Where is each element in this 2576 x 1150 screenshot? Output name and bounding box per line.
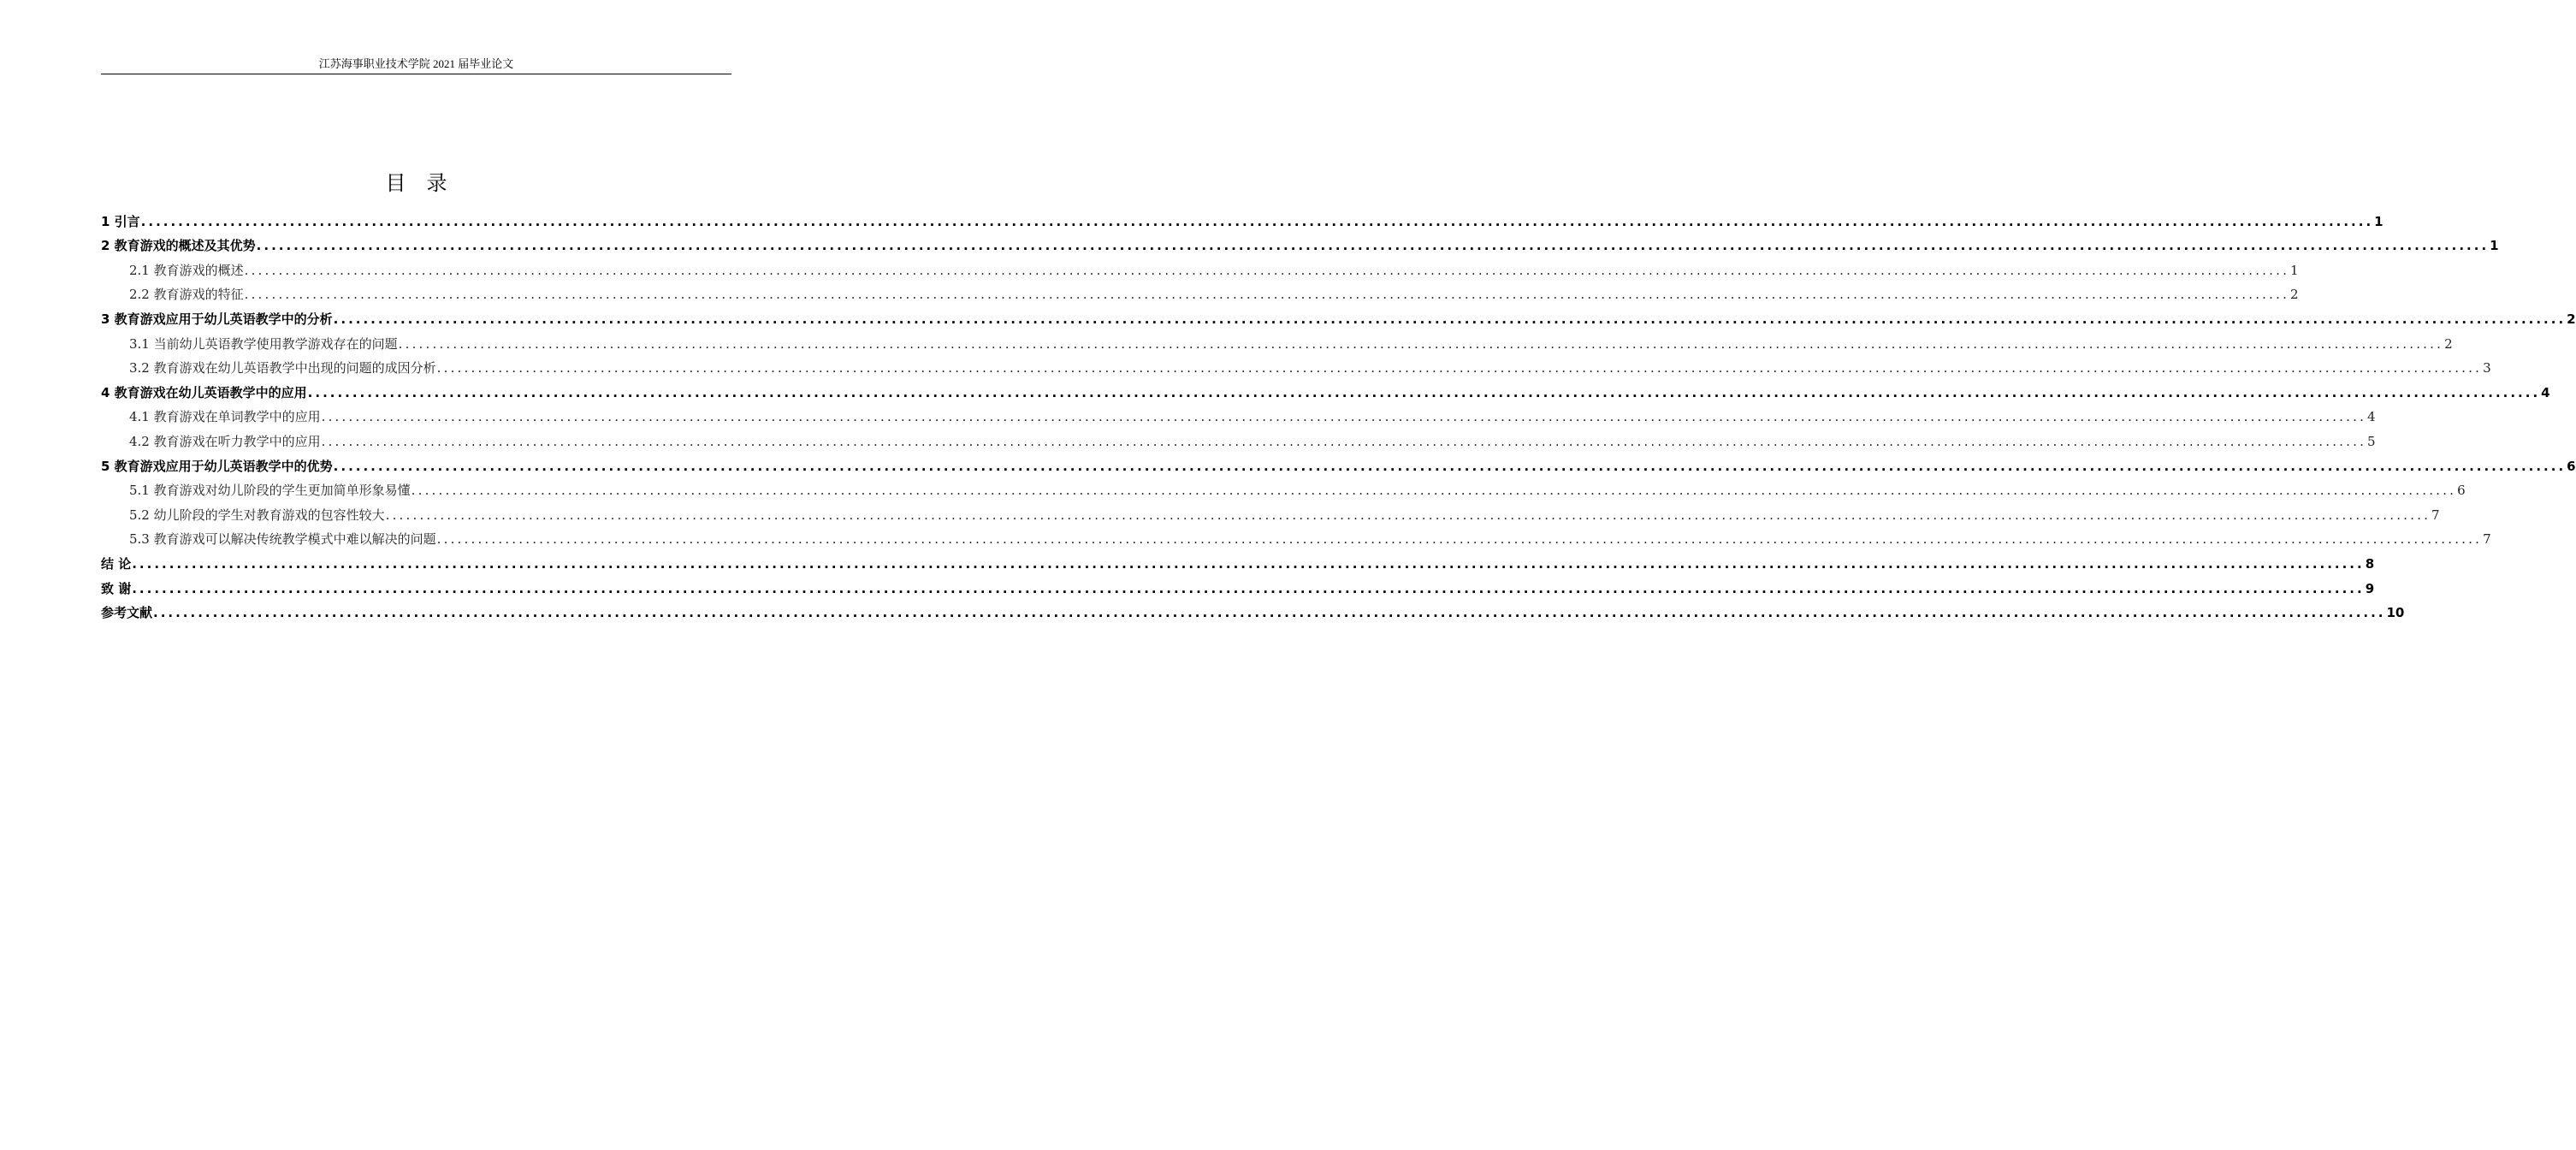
toc-entry[interactable]: [101, 524, 2491, 548]
toc-entry-label: 5.3 教育游戏可以解决传统教学模式中难以解决的问题: [129, 531, 436, 548]
toc-entry-label: 结 论: [101, 555, 132, 572]
toc-entry-label: 5.1 教育游戏对幼儿阶段的学生更加简单形象易懂: [129, 483, 411, 499]
toc-dot-leader: ............................................................................................................................................................................................................................................................................................................: [321, 409, 2367, 425]
toc-entry-page: 2: [2290, 287, 2299, 303]
toc-title: 目录: [385, 171, 468, 195]
toc-entry-page: 8: [2365, 555, 2375, 572]
toc-dot-leader: ............................................................................................................................................................................................................................................................................................................: [333, 311, 2567, 327]
toc-entry[interactable]: [101, 230, 2499, 255]
toc-entry-label: 5.2 幼儿阶段的学生对教育游戏的包容性较大: [129, 507, 385, 523]
toc-entry[interactable]: [101, 353, 2491, 377]
toc-entry[interactable]: [101, 401, 2376, 426]
toc-entry-label: 4.1 教育游戏在单词教学中的应用: [129, 409, 321, 425]
toc-dot-leader: ............................................................................................................................................................................................................................................................................................................: [436, 360, 2483, 376]
toc-dot-leader: ............................................................................................................................................................................................................................................................................................................: [244, 262, 2290, 278]
toc-entry-page: 2: [2567, 311, 2576, 327]
toc-entry-label: 致 谢: [101, 580, 132, 596]
toc-entry[interactable]: [101, 548, 2375, 572]
toc-entry[interactable]: [101, 376, 2550, 401]
toc-entry-label: 参考文献: [101, 605, 153, 621]
toc-entry[interactable]: [101, 254, 2299, 279]
toc-dot-leader: ............................................................................................................................................................................................................................................................................................................: [436, 531, 2483, 548]
page-header: [101, 56, 731, 74]
toc-entry[interactable]: [101, 475, 2466, 500]
toc-dot-leader: ............................................................................................................................................................................................................................................................................................................: [140, 213, 2374, 229]
toc-dot-leader: ............................................................................................................................................................................................................................................................................................................: [132, 555, 2365, 572]
toc-dot-leader: ............................................................................................................................................................................................................................................................................................................: [256, 238, 2490, 254]
toc-entry-label: 4 教育游戏在幼儿英语教学中的应用: [101, 384, 307, 400]
toc-entry-page: 9: [2365, 580, 2375, 596]
toc-entry-page: 2: [2444, 335, 2453, 352]
toc-entry-page: 1: [2290, 262, 2299, 278]
toc-dot-leader: ............................................................................................................................................................................................................................................................................................................: [385, 507, 2431, 523]
toc-dot-leader: ............................................................................................................................................................................................................................................................................................................: [398, 335, 2444, 352]
toc-entry-page: 1: [2490, 238, 2499, 254]
toc-dot-leader: ............................................................................................................................................................................................................................................................................................................: [321, 433, 2367, 449]
toc-dot-leader: ............................................................................................................................................................................................................................................................................................................: [411, 483, 2457, 499]
toc-entry[interactable]: [101, 499, 2440, 524]
toc-entry-page: 6: [2457, 483, 2466, 499]
toc-entry[interactable]: [101, 450, 2576, 475]
toc-entry-page: 4: [2541, 384, 2550, 400]
toc-entry[interactable]: [101, 303, 2576, 328]
toc-entry[interactable]: [101, 597, 2405, 622]
toc-entry-label: 2 教育游戏的概述及其优势: [101, 238, 256, 254]
toc-entry-label: 4.2 教育游戏在听力教学中的应用: [129, 433, 321, 449]
toc-entry[interactable]: [101, 205, 2384, 230]
toc-entry-page: 5: [2367, 433, 2376, 449]
table-of-contents: [101, 205, 2576, 621]
toc-entry-page: 7: [2431, 507, 2440, 523]
toc-dot-leader: ............................................................................................................................................................................................................................................................................................................: [244, 287, 2290, 303]
header-text: 江苏海事职业技术学院 2021 届毕业论文: [318, 57, 514, 70]
toc-entry-label: 3 教育游戏应用于幼儿英语教学中的分析: [101, 311, 333, 327]
toc-entry-page: 7: [2483, 531, 2491, 548]
toc-entry-label: 2.1 教育游戏的概述: [129, 262, 244, 278]
toc-dot-leader: ............................................................................................................................................................................................................................................................................................................: [333, 458, 2567, 474]
toc-entry[interactable]: [101, 572, 2375, 597]
toc-dot-leader: ............................................................................................................................................................................................................................................................................................................: [132, 580, 2365, 596]
toc-entry[interactable]: [101, 328, 2453, 353]
toc-dot-leader: ............................................................................................................................................................................................................................................................................................................: [307, 384, 2541, 400]
toc-entry-label: 1 引言: [101, 213, 140, 229]
toc-entry-page: 4: [2367, 409, 2376, 425]
toc-entry[interactable]: [101, 279, 2299, 304]
toc-entry[interactable]: [101, 425, 2376, 450]
toc-entry-label: 3.1 当前幼儿英语教学使用教学游戏存在的问题: [129, 335, 398, 352]
toc-entry-label: 5 教育游戏应用于幼儿英语教学中的优势: [101, 458, 333, 474]
toc-dot-leader: ............................................................................................................................................................................................................................................................................................................: [153, 605, 2386, 621]
toc-entry-label: 3.2 教育游戏在幼儿英语教学中出现的问题的成因分析: [129, 360, 436, 376]
toc-entry-label: 2.2 教育游戏的特征: [129, 287, 244, 303]
toc-entry-page: 6: [2567, 458, 2576, 474]
toc-entry-page: 1: [2374, 213, 2384, 229]
toc-entry-page: 10: [2386, 605, 2405, 621]
toc-entry-page: 3: [2483, 360, 2491, 376]
